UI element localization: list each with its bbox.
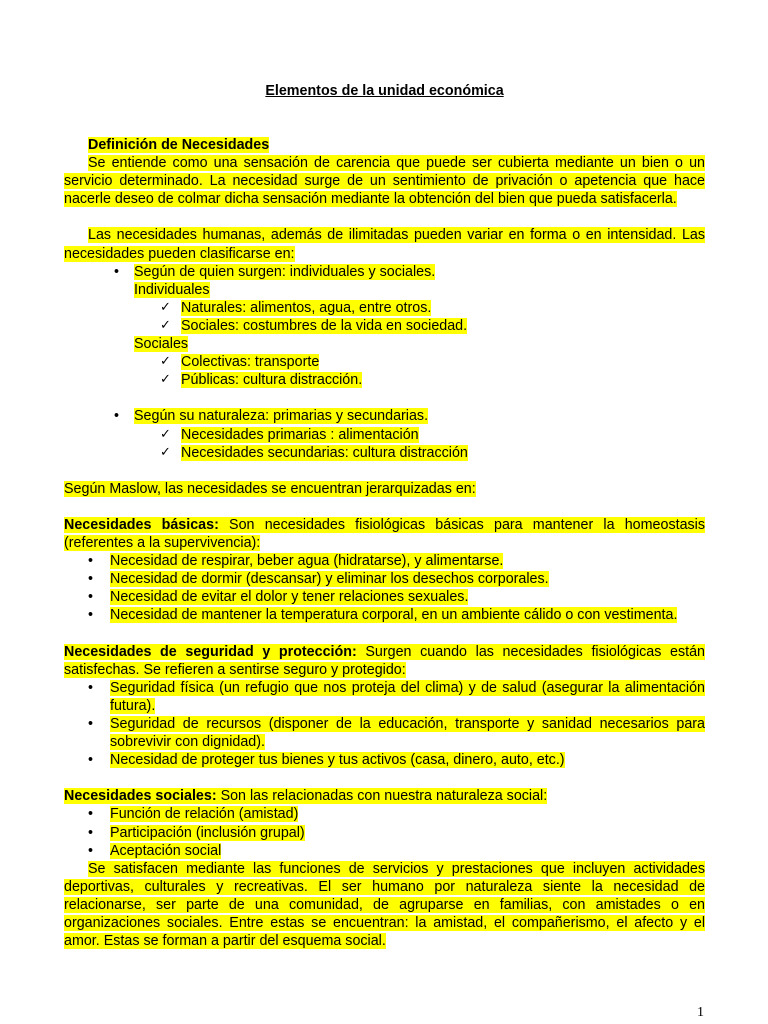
list-item: • Necesidad de evitar el dolor y tener relaciones sexuales. [64, 588, 705, 606]
list-item: ✓ Naturales: alimentos, agua, entre otros. [64, 299, 705, 317]
definicion-paragraph: Se entiende como una sensación de carencia que puede ser cubierta mediante un bien o un servicio determinado. La necesidad surge de un sentimiento de privación o apetencia que hace nacerle deseo de colmar dicha sensación mediante la obtención del bien que pueda satisfacerla. [64, 155, 705, 208]
list-item: • Necesidad de respirar, beber agua (hidratarse), y alimentarse. [64, 552, 705, 570]
sociales-intro: Necesidades sociales: Son las relacionadas con nuestra naturaleza social: [64, 788, 548, 805]
seguridad-paragraph: Necesidades de seguridad y protección: Surgen cuando las necesidades fisiológicas están satisfechas. Se refieren a sentirse seguro y protegido: [64, 643, 705, 678]
list-item: • Necesidad de proteger tus bienes y tus activos (casa, dinero, auto, etc.) [64, 751, 705, 769]
basicas-paragraph: Necesidades básicas: Son necesidades fisiológicas básicas para mantener la homeostasis (referentes a la supervivencia): [64, 516, 705, 552]
list-item: ✓ Colectivas: transporte [64, 353, 705, 371]
definicion-heading: Definición de Necesidades [88, 137, 270, 153]
list-item: ✓ Necesidades primarias : alimentación [64, 426, 705, 444]
document-page [64, 82, 705, 950]
list-item: • Seguridad física (un refugio que nos proteja del clima) y de salud (asegurar la alimentación futura). [64, 679, 705, 715]
list-item: • Según su naturaleza: primarias y secundarias. [64, 407, 705, 425]
list-item: • Aceptación social [64, 842, 705, 860]
individuales-label: Individuales [134, 281, 210, 298]
sociales-label: Sociales [134, 336, 189, 353]
maslow-intro: Según Maslow, las necesidades se encuentran jerarquizadas en: [64, 480, 476, 497]
list-item: ✓ Necesidades secundarias: cultura distracción [64, 444, 705, 462]
list-item: • Necesidad de mantener la temperatura corporal, en un ambiente cálido o con vestimenta. [64, 606, 705, 624]
list-item: ✓ Sociales: costumbres de la vida en sociedad. [64, 317, 705, 335]
list-item: ✓ Públicas: cultura distracción. [64, 371, 705, 389]
list-item: • Participación (inclusión grupal) [64, 824, 705, 842]
clasificacion-intro: Las necesidades humanas, además de ilimitadas pueden variar en forma o en intensidad. Las necesidades pueden clasificarse en: [64, 227, 705, 262]
sociales-paragraph: Se satisfacen mediante las funciones de servicios y prestaciones que incluyen actividades deportivas, culturales y recreativas. El ser humano por naturaleza siente la necesidad de relacionarse, ser parte de una comunidad, de agruparse en familias, con amistades o en organizaciones sociales. Entre estas se encuentran: la amistad, el compañerismo, el afecto y el amor. Estas se forman a partir del esquema social. [64, 860, 705, 950]
list-item: • Según de quien surgen: individuales y sociales. [64, 263, 705, 281]
page-number: 1 [697, 1005, 704, 1020]
list-item: • Necesidad de dormir (descansar) y eliminar los desechos corporales. [64, 570, 705, 588]
document-title: Elementos de la unidad económica [265, 83, 504, 99]
list-item: • Función de relación (amistad) [64, 805, 705, 823]
list-item: • Seguridad de recursos (disponer de la educación, transporte y sanidad necesarios para sobrevivir con dignidad). [64, 715, 705, 751]
